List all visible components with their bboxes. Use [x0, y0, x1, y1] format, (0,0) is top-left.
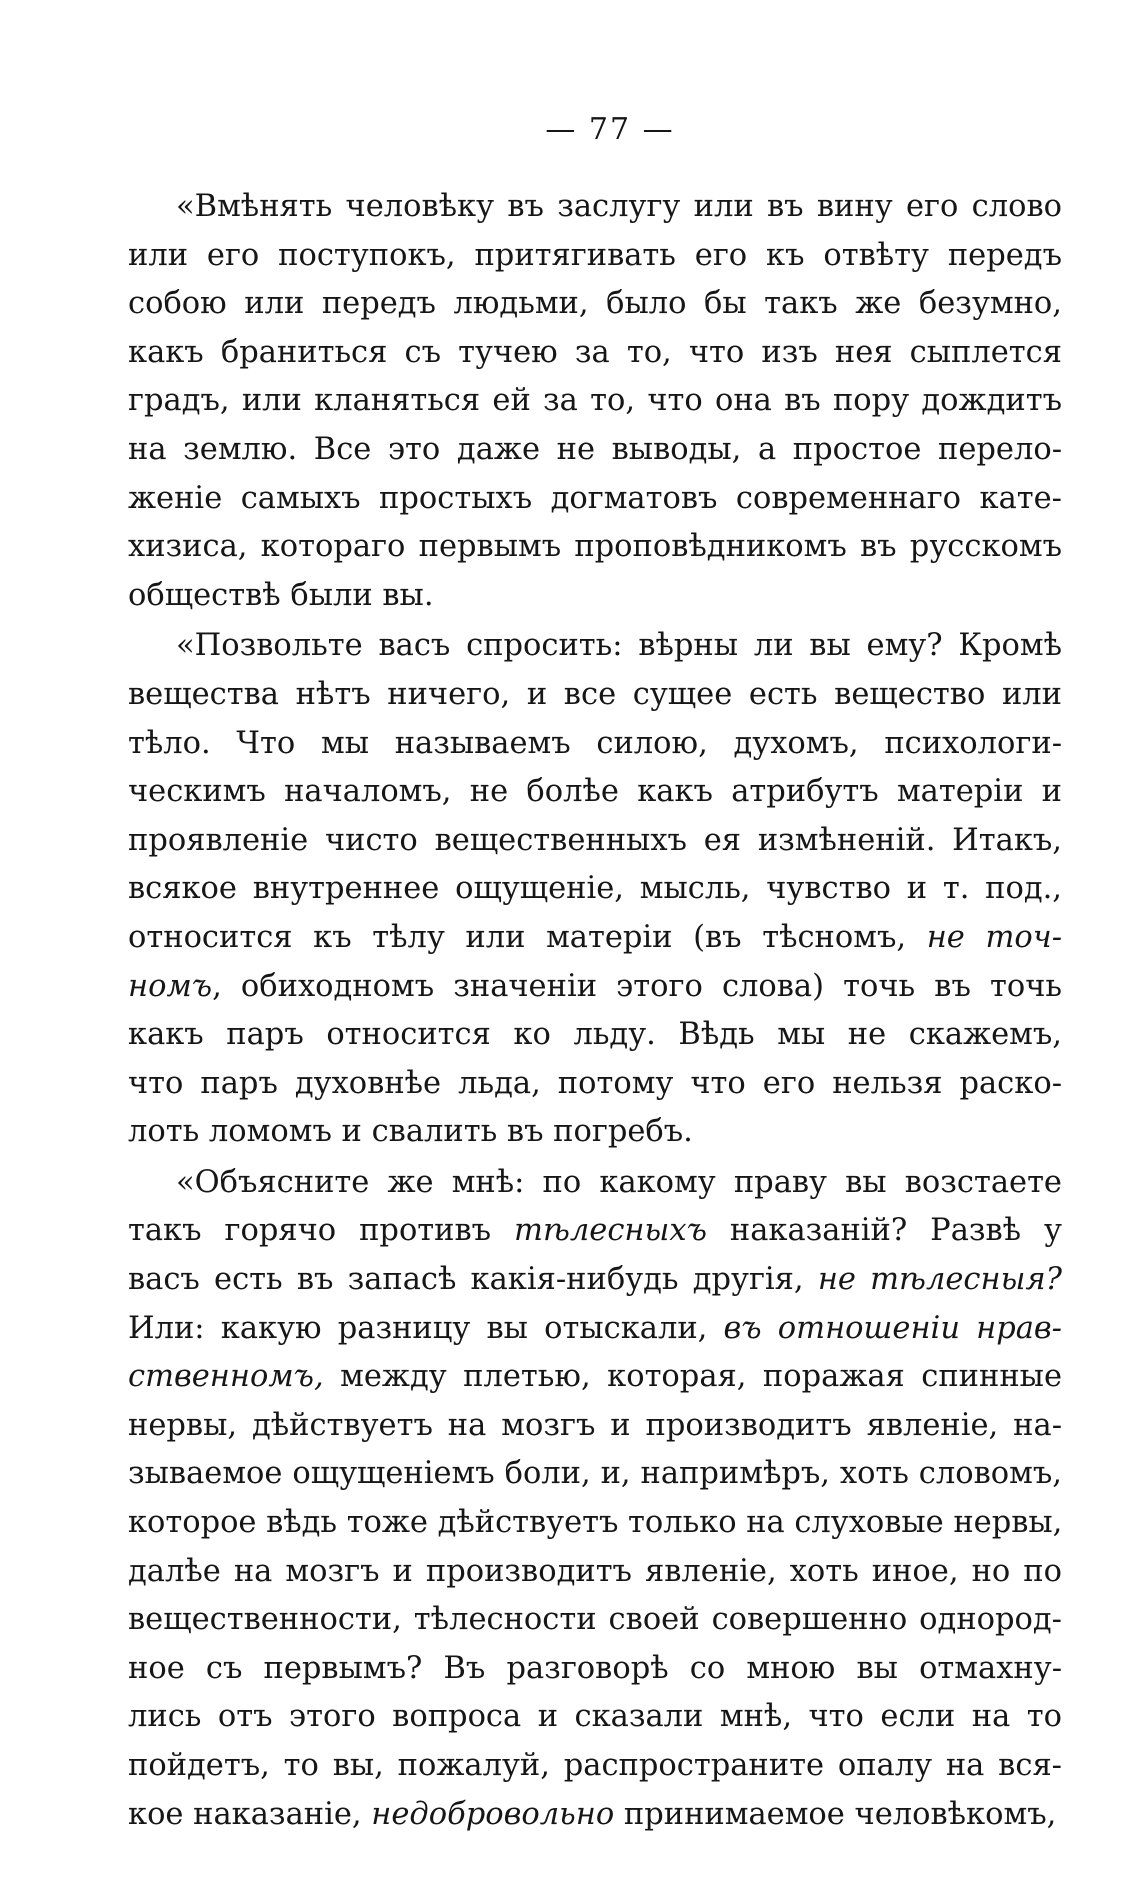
- text-line: [128, 1499, 1062, 1548]
- text-line: [128, 475, 1062, 524]
- text-line: [128, 914, 1062, 963]
- text-line: [128, 1693, 1062, 1742]
- text-run: градъ, или кланяться ей за то, что она въ пору дождитъ: [128, 383, 1062, 419]
- text-run: такъ горячо противъ: [128, 1213, 515, 1249]
- text-line: [128, 1353, 1062, 1402]
- text-line: [128, 720, 1062, 769]
- text-run: кое наказаніе,: [128, 1796, 372, 1832]
- text-line: [128, 1108, 1062, 1157]
- text-run: женіе самыхъ простыхъ догматовъ современнаго кате-: [128, 480, 1062, 516]
- text-line: [128, 1305, 1062, 1354]
- text-run: хизиса, котораго первымъ проповѣдникомъ въ русскомъ: [128, 529, 1062, 565]
- text-line: [128, 1402, 1062, 1451]
- text-run: какъ паръ относится ко льду. Вѣдь мы не скажемъ,: [128, 1017, 1062, 1053]
- text-run: наказаній? Развѣ у: [706, 1213, 1062, 1249]
- text-run: какъ браниться съ тучею за то, что изъ нея сыплется: [128, 334, 1062, 370]
- italic-run: не точ-: [926, 919, 1063, 955]
- text-line: [128, 1548, 1062, 1597]
- text-run: обществѣ были вы.: [128, 577, 434, 613]
- body-text: [128, 183, 1062, 1839]
- paragraph: [128, 1159, 1062, 1839]
- text-run: принимаемое человѣкомъ,: [614, 1796, 1057, 1832]
- text-run: зываемое ощущеніемъ боли, и, напримѣръ, хоть словомъ,: [128, 1456, 1062, 1492]
- italic-run: тѣлесныхъ: [514, 1213, 707, 1249]
- text-line: [128, 329, 1062, 378]
- text-line: [128, 232, 1062, 281]
- text-run: ческимъ началомъ, не болѣе какъ атрибутъ матеріи и: [128, 774, 1062, 810]
- text-run: на землю. Все это даже не выводы, а простое перело-: [128, 431, 1062, 467]
- italic-run: не тѣлесныя?: [817, 1262, 1062, 1298]
- text-run: нервы, дѣйствуетъ на мозгъ и производитъ явленіе, на-: [128, 1407, 1062, 1443]
- text-line: [128, 1159, 1062, 1208]
- text-run: между плетью, которая, поражая спинные: [323, 1359, 1062, 1395]
- text-run: далѣе на мозгъ и производитъ явленіе, хоть иное, но по: [128, 1553, 1062, 1589]
- text-line: [128, 963, 1062, 1012]
- italic-run: номъ: [128, 968, 213, 1004]
- text-line: [128, 768, 1062, 817]
- text-line: [128, 572, 1062, 621]
- text-run: ное съ первымъ? Въ разговорѣ со мною вы отмахну-: [128, 1650, 1062, 1686]
- italic-run: ственномъ,: [128, 1359, 324, 1395]
- text-line: [128, 183, 1062, 232]
- text-line: [128, 622, 1062, 671]
- text-run: или его поступокъ, притягивать его къ отвѣту передъ: [128, 237, 1062, 273]
- text-line: [128, 1742, 1062, 1791]
- italic-run: въ отношеніи нрав-: [723, 1310, 1062, 1346]
- text-run: лись отъ этого вопроса и сказали мнѣ, что если на то: [128, 1699, 1062, 1735]
- text-line: [128, 1450, 1062, 1499]
- text-run: «Позвольте васъ спросить: вѣрны ли вы ему? Кромѣ: [176, 628, 1062, 664]
- text-run: «Вмѣнять человѣку въ заслугу или въ вину его слово: [176, 189, 1062, 224]
- text-run: «Объясните же мнѣ: по какому праву вы возстаете: [176, 1164, 1062, 1200]
- text-line: [128, 1207, 1062, 1256]
- text-run: Или: какую разницу вы отыскали,: [128, 1310, 724, 1346]
- text-run: вещественности, тѣлесности своей совершенно однород-: [128, 1602, 1062, 1638]
- text-run: которое вѣдь тоже дѣйствуетъ только на слуховые нервы,: [128, 1505, 1063, 1541]
- text-line: [128, 1060, 1062, 1109]
- text-line: [128, 1011, 1062, 1060]
- text-line: [128, 426, 1062, 475]
- text-line: [128, 671, 1062, 720]
- text-run: пойдетъ, то вы, пожалуй, распространите опалу на вся-: [128, 1748, 1062, 1783]
- paragraph: [128, 183, 1062, 620]
- text-line: [128, 865, 1062, 914]
- italic-run: недобровольно: [371, 1796, 615, 1832]
- text-line: [128, 1256, 1062, 1305]
- text-run: лоть ломомъ и свалить въ погребъ.: [128, 1114, 693, 1150]
- text-run: проявленіе чисто вещественныхъ ея измѣненій. Итакъ,: [128, 822, 1062, 858]
- text-run: васъ есть въ запасѣ какія-нибудь другія,: [128, 1262, 818, 1298]
- text-line: [128, 1596, 1062, 1645]
- text-run: относится къ тѣлу или матеріи (въ тѣсномъ,: [128, 919, 927, 955]
- text-line: [128, 1645, 1062, 1694]
- text-run: , обиходномъ значеніи этого слова) точь въ точь: [212, 968, 1062, 1004]
- paragraph: [128, 622, 1062, 1157]
- text-line: [128, 377, 1062, 426]
- text-line: [128, 1791, 1062, 1840]
- text-line: [128, 817, 1062, 866]
- text-run: всякое внутреннее ощущеніе, мысль, чувство и т. под.,: [128, 871, 1062, 907]
- text-run: вещества нѣтъ ничего, и все сущее есть вещество или: [128, 676, 1062, 712]
- text-run: собою или передъ людьми, было бы такъ же безумно,: [128, 286, 1062, 322]
- page-number: — 77 —: [545, 112, 675, 147]
- text-line: [128, 280, 1062, 329]
- text-line: [128, 523, 1062, 572]
- text-run: тѣло. Что мы называемъ силою, духомъ, психологи-: [128, 725, 1062, 761]
- text-run: что паръ духовнѣе льда, потому что его нельзя раско-: [128, 1065, 1062, 1101]
